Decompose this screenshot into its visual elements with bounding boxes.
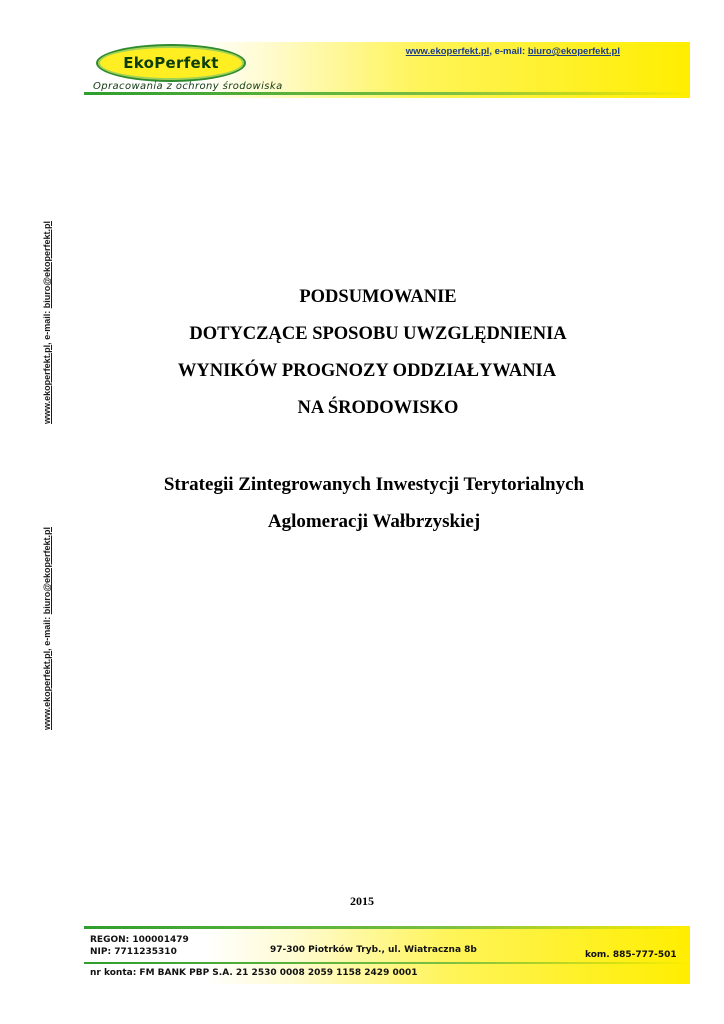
document-year: 2015 xyxy=(350,894,374,908)
document-title xyxy=(108,279,648,427)
logo-text: EkoPerfekt xyxy=(123,54,219,72)
subtitle-line: Aglomeracji Wałbrzyskiej xyxy=(267,511,481,532)
side-site-link[interactable]: www.ekoperfekt.pl xyxy=(42,650,52,730)
footer-nip: NIP: 7711235310 xyxy=(90,947,177,957)
footer-address: 97-300 Piotrków Tryb., ul. Wiatraczna 8b xyxy=(270,945,477,955)
footer-regon: REGON: 100001479 xyxy=(90,935,189,945)
footer-mid-line xyxy=(84,962,690,964)
title-line: WYNIKÓW PROGNOZY ODDZIAŁYWANIA xyxy=(177,361,557,381)
header-email-link[interactable]: biuro@ekoperfekt.pl xyxy=(527,46,620,57)
side-email-link[interactable]: biuro@ekoperfekt.pl xyxy=(42,527,52,615)
side-site-link[interactable]: www.ekoperfekt.pl xyxy=(42,344,52,424)
title-line: PODSUMOWANIE xyxy=(299,287,457,307)
side-email-link[interactable]: biuro@ekoperfekt.pl xyxy=(42,221,52,309)
side-contact-lower xyxy=(42,527,52,730)
side-contact-upper xyxy=(42,221,52,424)
header-email-label: , e-mail: xyxy=(489,46,528,57)
footer-top-line xyxy=(84,926,690,929)
footer-bank-account: nr konta: FM BANK PBP S.A. 21 2530 0008 2059 1158 2429 0001 xyxy=(90,968,418,978)
title-line: NA ŚRODOWISKO xyxy=(297,398,459,418)
header-line xyxy=(84,92,690,95)
footer-phone: kom. 885-777-501 xyxy=(585,950,677,960)
side-email-label: , e-mail: xyxy=(42,308,52,345)
title-line: DOTYCZĄCE SPOSOBU UWZGLĘDNIENIA xyxy=(189,324,567,344)
tagline: Opracowania z ochrony środowiska xyxy=(93,81,283,92)
document-subtitle xyxy=(104,466,644,540)
side-email-label: , e-mail: xyxy=(42,614,52,651)
header-site-link[interactable]: www.ekoperfekt.pl xyxy=(405,46,490,57)
header-contact xyxy=(406,46,620,57)
subtitle-line: Strategii Zintegrowanych Inwestycji Terytorialnych xyxy=(163,474,585,495)
ekoperfekt-logo xyxy=(96,44,246,82)
